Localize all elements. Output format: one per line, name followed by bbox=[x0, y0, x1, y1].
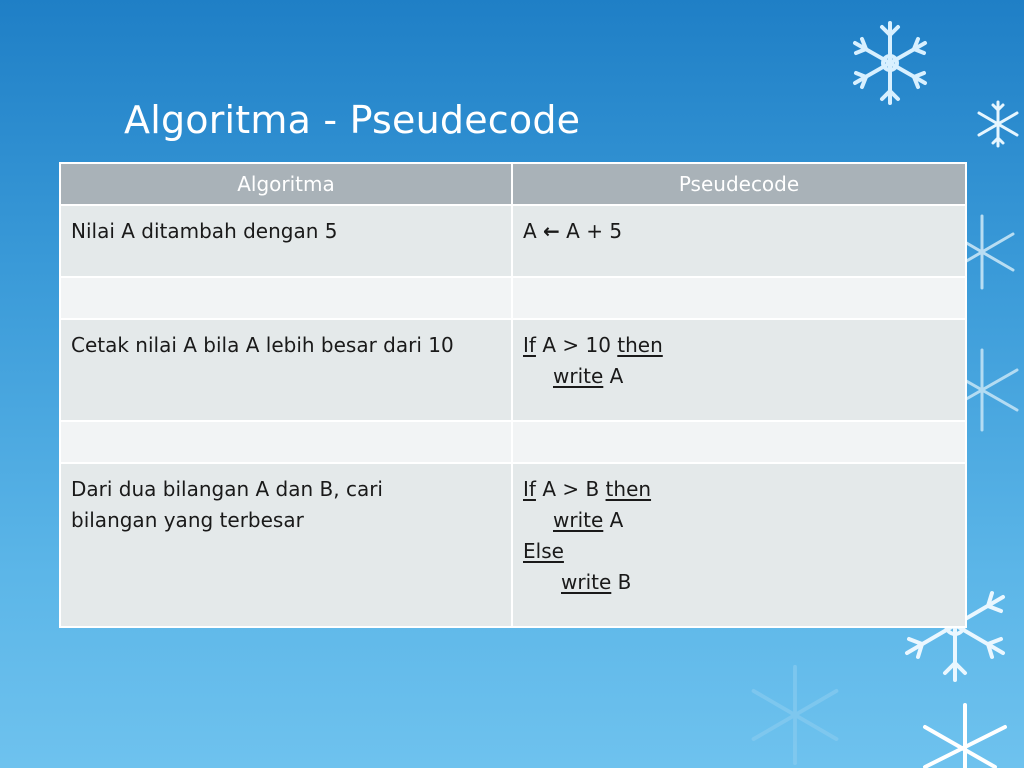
then-keyword: then bbox=[605, 477, 652, 501]
write-keyword: write bbox=[553, 364, 604, 388]
else-keyword: Else bbox=[523, 539, 564, 563]
algoritma-cell: Nilai A ditambah dengan 5 bbox=[60, 205, 512, 277]
slide-title: Algoritma - Pseudecode bbox=[124, 98, 581, 142]
algoritma-cell bbox=[60, 463, 512, 627]
header-algoritma: Algoritma bbox=[60, 163, 512, 205]
snowflake-icon bbox=[905, 700, 1024, 768]
table-row bbox=[60, 205, 966, 277]
write-keyword: write bbox=[553, 508, 604, 532]
pseudocode-table bbox=[59, 162, 967, 628]
empty-cell bbox=[60, 421, 512, 463]
pseudo-line bbox=[523, 361, 955, 392]
table-row-empty bbox=[60, 421, 966, 463]
table-header-row bbox=[60, 163, 966, 205]
table-row-empty bbox=[60, 277, 966, 319]
snowflake-icon bbox=[740, 662, 850, 768]
write-arg: B bbox=[617, 570, 632, 594]
table-row bbox=[60, 319, 966, 421]
pseudocode-cell bbox=[512, 319, 966, 421]
pseudo-line bbox=[523, 505, 955, 536]
pseudo-rhs: A + 5 bbox=[566, 219, 623, 243]
algoritma-line: Dari dua bilangan A dan B, cari bbox=[71, 477, 383, 501]
if-keyword: If bbox=[523, 333, 536, 357]
write-arg: A bbox=[609, 364, 624, 388]
snowflake-icon bbox=[840, 18, 940, 108]
pseudocode-cell bbox=[512, 205, 966, 277]
write-keyword: write bbox=[561, 570, 612, 594]
empty-cell bbox=[512, 277, 966, 319]
then-keyword: then bbox=[617, 333, 663, 357]
algoritma-cell: Cetak nilai A bila A lebih besar dari 10 bbox=[60, 319, 512, 421]
if-keyword: If bbox=[523, 477, 536, 501]
condition: A > 10 bbox=[542, 333, 611, 357]
pseudo-line bbox=[523, 536, 955, 567]
left-arrow-icon: ← bbox=[543, 219, 560, 243]
pseudo-line bbox=[523, 330, 955, 361]
header-pseudecode: Pseudecode bbox=[512, 163, 966, 205]
empty-cell bbox=[60, 277, 512, 319]
empty-cell bbox=[512, 421, 966, 463]
condition: A > B bbox=[542, 477, 600, 501]
pseudo-lhs: A bbox=[523, 219, 537, 243]
pseudocode-cell bbox=[512, 463, 966, 627]
write-arg: A bbox=[609, 508, 624, 532]
pseudo-line bbox=[523, 567, 955, 598]
pseudo-line bbox=[523, 474, 955, 505]
snowflake-icon bbox=[972, 98, 1024, 150]
algoritma-line: bilangan yang terbesar bbox=[71, 508, 304, 532]
table-row bbox=[60, 463, 966, 627]
